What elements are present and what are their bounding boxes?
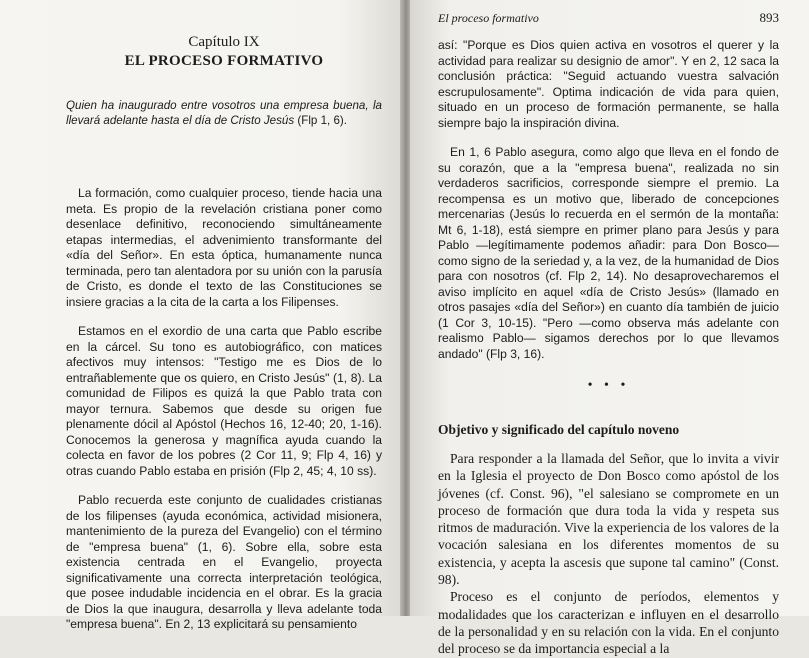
paragraph: así: "Porque es Dios quien activa en vosotros el querer y la actividad para realizar su designio de amor". Y en 2, 12 saca la conclusión práctica: "Seguid actuando vuestra salvación escrupulosamente". Optima indicación de vida para quien, situado en un proceso de formación permanente, se halla siempre bajo la inspiración divina. (438, 38, 779, 130)
paragraph: La formación, como cualquier proceso, tiende hacia una meta. Es propio de la revelación cristiana poner como desenlace definitivo, reconociendo simultáneamente etapas intermedias, el advenimiento transformante del «día del Señor». En esta óptica, humanamente nunca terminada, pero tan alentadora por su unión con la parusía de Cristo, es donde el texto de las Constituciones se insiere gracias a la cita de la carta a los Filipenses. (66, 186, 382, 309)
section-body-text (438, 450, 779, 658)
paragraph: En 1, 6 Pablo asegura, como algo que lleva en el fondo de su corazón, que a la "empresa buena", realizada no sin verdaderos sacrificios, corresponde siempre el premio. La recompensa es un motivo que, liberado de concepciones mercenarias (Jesús lo recuerda en el sermón de la montaña: Mt 6, 1-18), está siempre en primer plano para Jesús y para Pablo —legítimamente podemos añadir: para Don Bosco— como signo de la seriedad y, a la vez, de la humanidad de Dios para con nosotros (cf. Flp 2, 14). No desaprovecharemos el aviso implícito en aquel «día de Cristo Jesús» (llamado en otros pasajes «día del Señor») en cuanto día también de juicio (1 Cor 3, 10-15). "Pero —como observa más adelante con realismo Pablo— sigamos derechos por lo que llevamos andado" (Flp 3, 16). (438, 145, 779, 361)
paragraph: Pablo recuerda este conjunto de cualidades cristianas de los filipenses (ayuda económica, actividad misionera, mantenimiento de la pureza del Evangelio) con el término de "empresa buena" (1, 6). Sobre ella, sobre esta existencia centrada en el Evangelio, proyecta significativamente una correcta interpretación teológica, que posee indudable incidencia en el obrar. Es la gracia de Dios la que inaugura, desarrolla y lleva adelante toda "empresa buena". En 2, 13 explicitará su pensamiento (66, 493, 382, 631)
page-number: 893 (759, 10, 779, 25)
chapter-title: EL PROCESO FORMATIVO (124, 53, 324, 69)
epigraph-reference: (Flp 1, 6). (297, 114, 347, 127)
right-page (410, 0, 809, 657)
right-body-text (438, 38, 779, 362)
left-body-text (66, 186, 382, 633)
paragraph: Proceso es el conjunto de períodos, elementos y modalidades que los caracterizan e influyen en el desarrollo de la personalidad y en su relación con la vida. En el conjunto del proceso se da importancia especial a la (438, 589, 779, 657)
section-heading: Objetivo y significado del capítulo noveno (438, 422, 680, 437)
running-title: El proceso formativo (438, 11, 539, 25)
epigraph-text: Quien ha inaugurado entre vosotros una empresa buena, la llevará adelante hasta el día de Cristo Jesús (66, 99, 382, 127)
section-separator: • • • (587, 378, 630, 393)
epigraph (66, 98, 382, 128)
running-head (438, 10, 779, 26)
left-page (0, 0, 402, 631)
paragraph: Para responder a la llamada del Señor, que lo invita a vivir en la Iglesia el proyecto de Don Bosco como apóstol de los jóvenes (cf. Const. 96), "el salesiano se compromete en un proceso de formación que dura toda la vida y respeta sus ritmos de maduración. Vive la experiencia de los valores de la vocación salesiana en los diferentes momentos de su existencia, y acepta la ascesis que supone tal camino" (Const. 98). (438, 451, 779, 588)
chapter-label: Capítulo IX (188, 34, 260, 50)
paragraph: Estamos en el exordio de una carta que Pablo escribe en la cárcel. Su tono es autobiográfico, con matices afectivos muy intensos: "Testigo me es Dios de lo entrañablemente que os quiero, en Cristo Jesús" (1, 8). La comunidad de Filipos es quizá la que Pablo trata con mayor ternura. Sabemos que desde su origen fue plenamente dócil al Apóstol (Hechos 16, 12-40; 20, 1-16). Conocemos la generosa y magnífica ayuda cuando la colecta en favor de los pobres (2 Cor 11, 9; Flp 4, 16) y otras cuando Pablo estaba en prisión (Flp 2, 45; 4, 10 ss). (66, 324, 382, 478)
